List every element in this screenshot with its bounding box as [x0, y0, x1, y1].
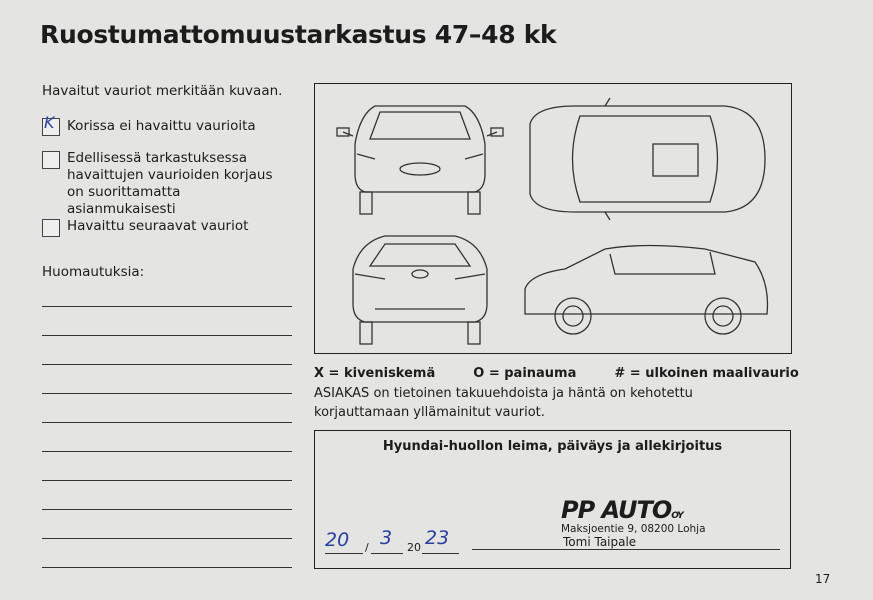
- legend-stone-chip: X = kiveniskemä: [314, 366, 436, 381]
- legend-paint-damage: # = ulkoinen maalivaurio: [614, 366, 799, 381]
- stamp-name: PP AUTO: [561, 496, 672, 524]
- checkbox-previous-not-repaired[interactable]: [42, 151, 60, 169]
- date-separator: /: [365, 541, 369, 554]
- option-label: Korissa ei havaittu vaurioita: [67, 118, 256, 134]
- remarks-line[interactable]: [42, 335, 292, 336]
- signature-box[interactable]: [314, 430, 791, 569]
- car-side-view-icon: [525, 246, 768, 335]
- remarks-line[interactable]: [42, 306, 292, 307]
- option-label: Havaittu seuraavat vauriot: [67, 218, 249, 234]
- date-month: 3: [380, 527, 393, 549]
- checkbox-no-damage[interactable]: [42, 113, 60, 136]
- remarks-line[interactable]: [42, 509, 292, 510]
- page-number: 17: [815, 572, 831, 586]
- date-year: 23: [425, 527, 450, 549]
- intro-text: Havaitut vauriot merkitään kuvaan.: [42, 83, 283, 99]
- option-label: Edellisessä tarkastuksessa havaittujen vaurioiden korjaus on suorittamatta asianmukaisesti: [67, 150, 273, 217]
- car-damage-diagram[interactable]: [314, 83, 792, 354]
- stamp-suffix: OY: [671, 511, 683, 521]
- remarks-line[interactable]: [42, 480, 292, 481]
- customer-notice: ASIAKAS on tietoinen takuuehdoista ja häntä on kehotettu korjauttamaan yllämainitut vauriot.: [314, 386, 693, 420]
- month-line[interactable]: [371, 553, 403, 554]
- remarks-label: Huomautuksia:: [42, 264, 145, 280]
- year-prefix: 20: [407, 541, 421, 554]
- dealer-stamp-logo: [561, 496, 683, 524]
- date-day: 20: [325, 529, 350, 551]
- signature-title: Hyundai-huollon leima, päiväys ja allekirjoitus: [382, 439, 723, 454]
- signature-line[interactable]: [472, 549, 780, 550]
- remarks-line[interactable]: [42, 393, 292, 394]
- remarks-line[interactable]: [42, 364, 292, 365]
- car-front-view-icon: [337, 106, 503, 214]
- year-line[interactable]: [422, 553, 459, 554]
- remarks-line[interactable]: [42, 538, 292, 539]
- legend-dent: O = painauma: [473, 366, 577, 381]
- remarks-line[interactable]: [42, 422, 292, 423]
- checkbox-damage-found[interactable]: [42, 219, 60, 237]
- car-rear-view-icon: [353, 236, 487, 344]
- check-mark-icon: K: [44, 113, 55, 132]
- damage-legend: [314, 366, 799, 381]
- remarks-line[interactable]: [42, 567, 292, 568]
- day-line[interactable]: [325, 553, 363, 554]
- car-top-view-icon: [530, 98, 765, 220]
- remarks-line[interactable]: [42, 451, 292, 452]
- page-title: Ruostumattomuustarkastus 47–48 kk: [40, 20, 557, 49]
- stamp-person: Tomi Taipale: [563, 535, 637, 549]
- stamp-address: Maksjoentie 9, 08200 Lohja: [561, 523, 706, 535]
